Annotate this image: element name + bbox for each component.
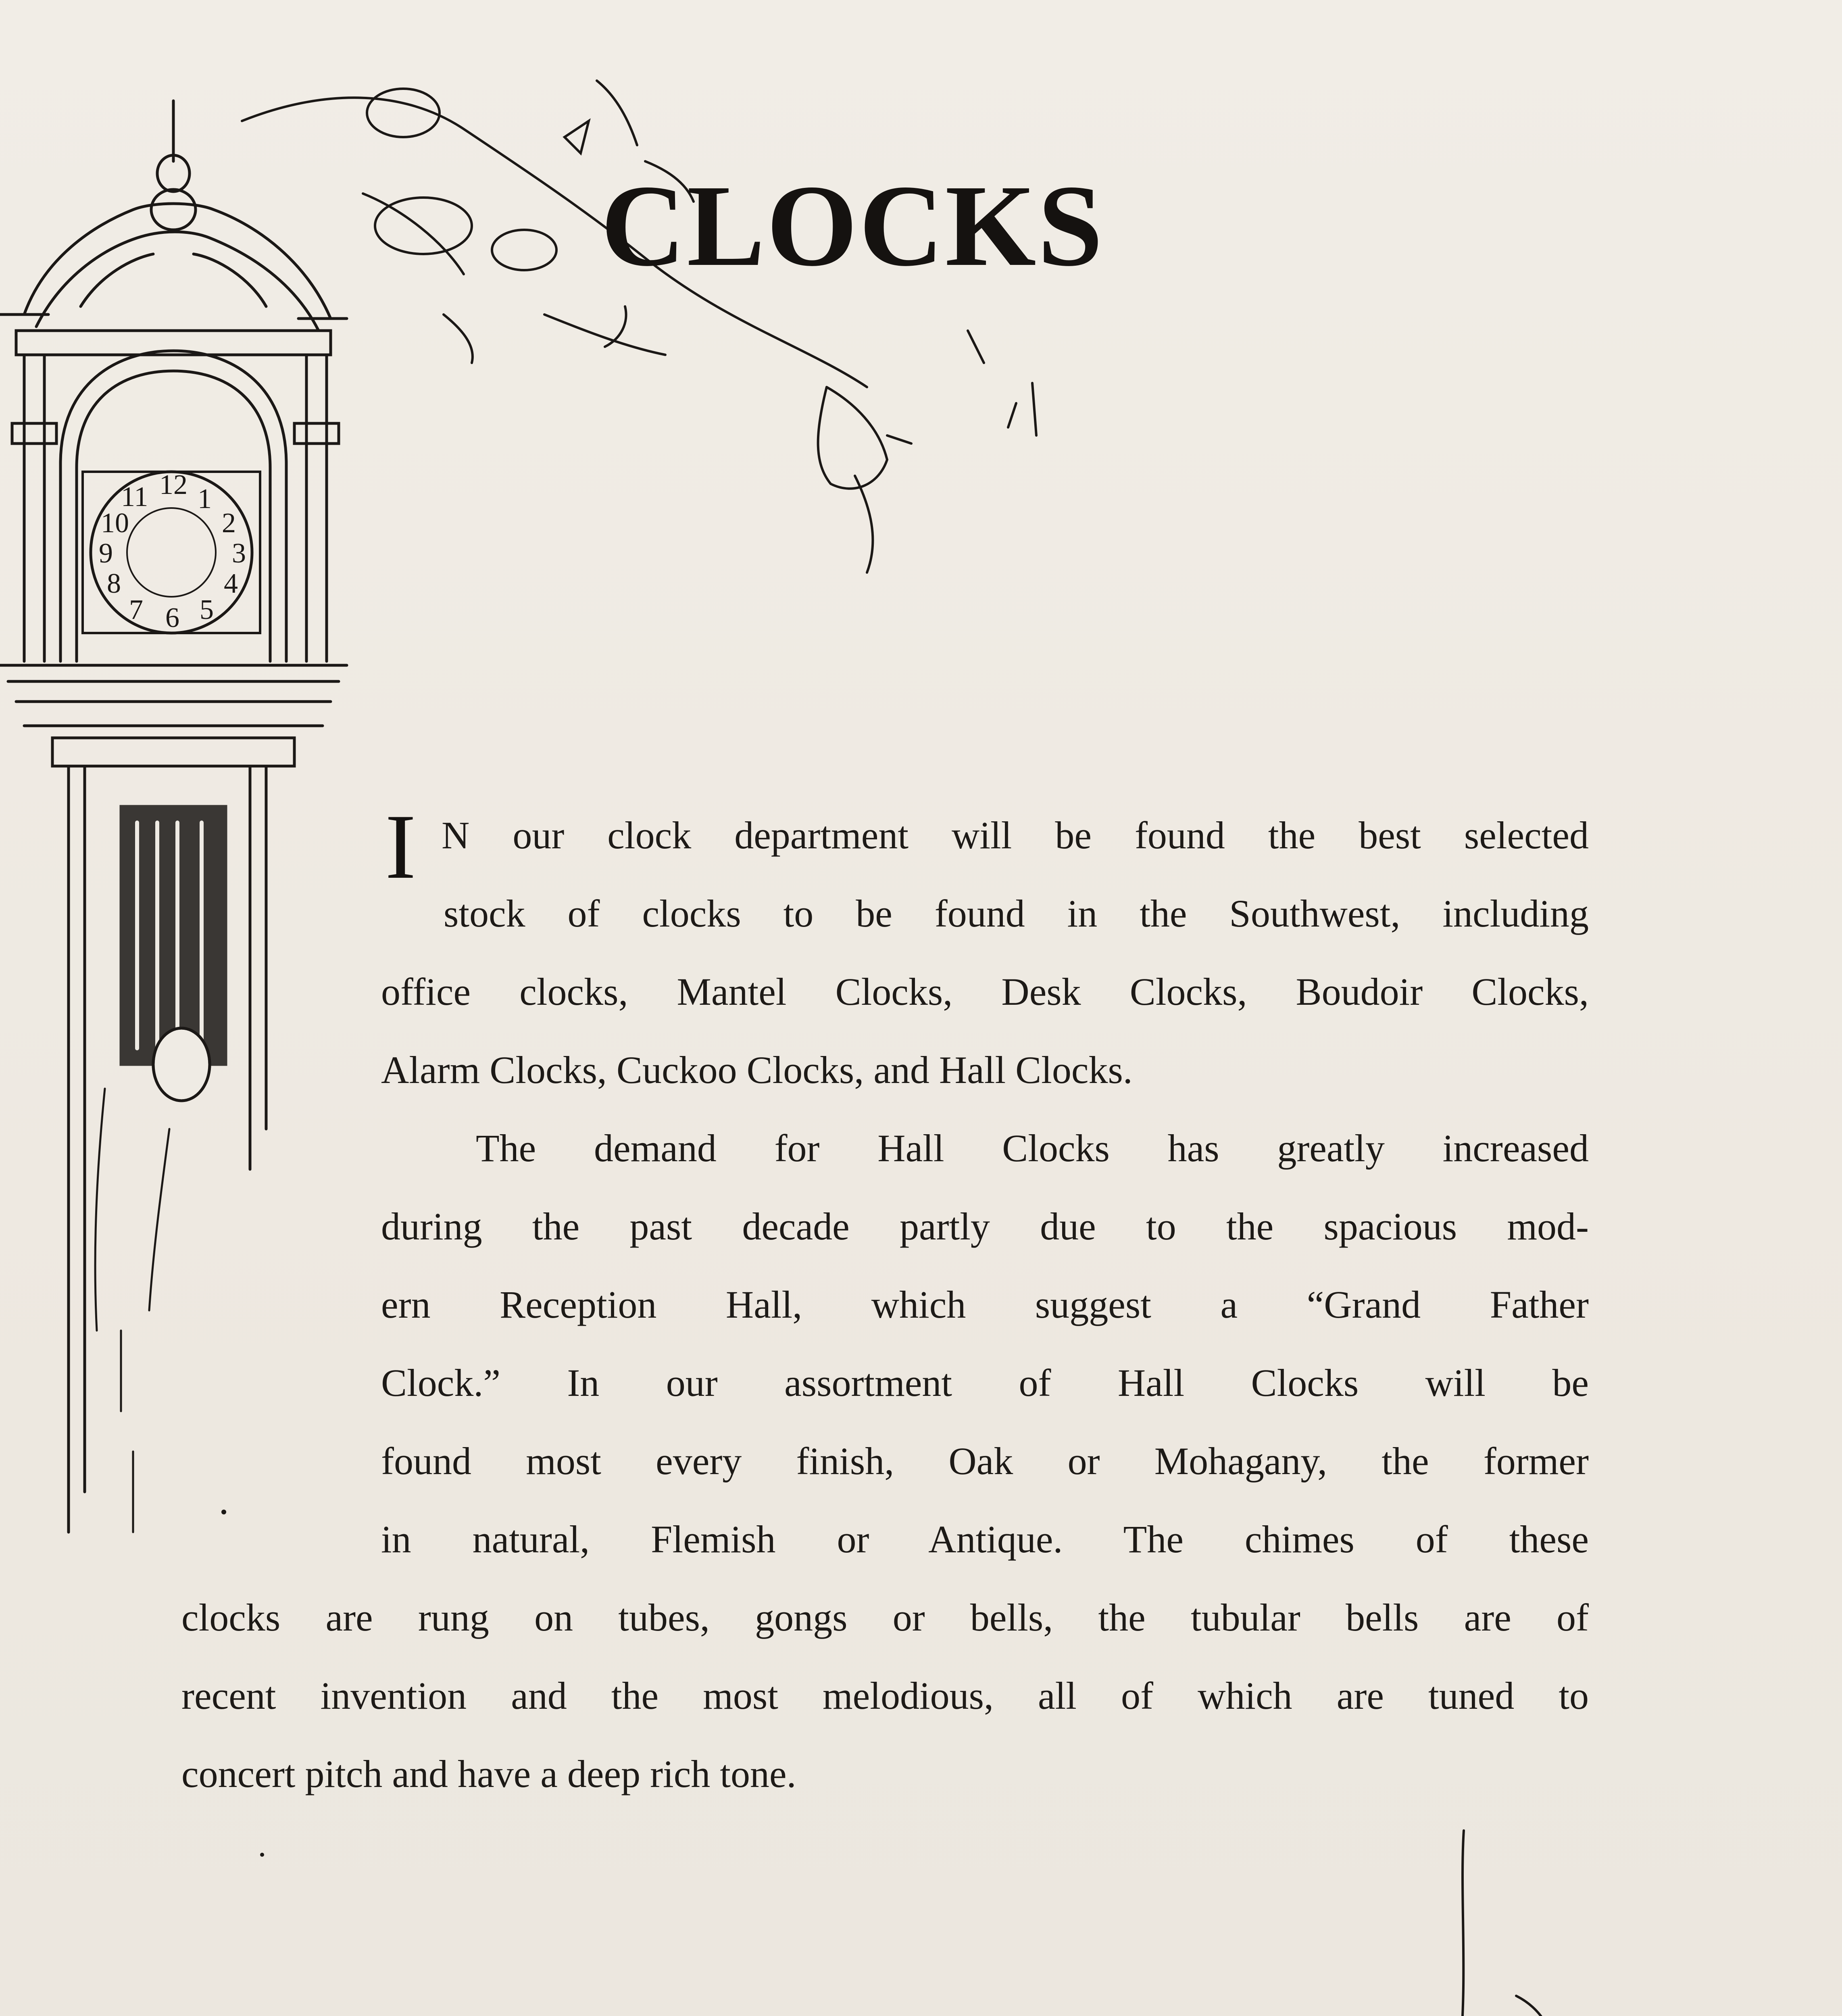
paragraph-2-line-8: recent invention and the most melodious, all of which are tuned to [181,1674,1589,1717]
svg-text:3: 3 [232,538,246,569]
paragraph-2-line-3: ern Reception Hall, which suggest a “Grand Father [381,1283,1589,1326]
paragraph-1-line-3: office clocks, Mantel Clocks, Desk Clocks, Boudoir Clocks, [381,970,1589,1013]
paragraph-2-line-1: The demand for Hall Clocks has greatly increased [476,1127,1589,1170]
svg-text:12: 12 [159,469,188,500]
svg-text:7: 7 [129,594,143,625]
paragraph-2-line-9: concert pitch and have a deep rich tone. [181,1752,796,1795]
paragraph-1-line-1: N our clock department will be found the best selected [442,814,1589,857]
paragraph-1-line-4: Alarm Clocks, Cuckoo Clocks, and Hall Clocks. [381,1048,1133,1091]
paragraph-1-line-2: stock of clocks to be found in the Southwest, including [444,892,1589,935]
holly-branch-illustration [242,81,1036,573]
paragraph-2-line-7: clocks are rung on tubes, gongs or bells, the tubular bells are of [181,1596,1589,1639]
spider-web-illustration [1190,1831,1839,2016]
page-title: CLOCKS [601,161,1104,290]
svg-text:2: 2 [222,508,236,539]
svg-text:4: 4 [224,568,238,599]
svg-text:10: 10 [101,508,129,539]
paragraph-2-line-5: found most every finish, Oak or Mohagany, the former [381,1439,1589,1483]
svg-text:11: 11 [121,481,148,512]
grandfather-clock-illustration [0,101,347,1532]
svg-text:1: 1 [198,483,212,514]
paragraph-2-line-4: Clock.” In our assortment of Hall Clocks will be [381,1361,1589,1404]
drop-cap: I [385,795,416,898]
svg-text:8: 8 [107,568,121,599]
svg-text:9: 9 [99,538,113,569]
svg-text:5: 5 [200,594,214,625]
paragraph-2-line-2: during the past decade partly due to the spacious mod- [381,1205,1589,1248]
paragraph-2-line-6: in natural, Flemish or Antique. The chimes of these [381,1518,1589,1561]
svg-text:6: 6 [165,602,179,633]
